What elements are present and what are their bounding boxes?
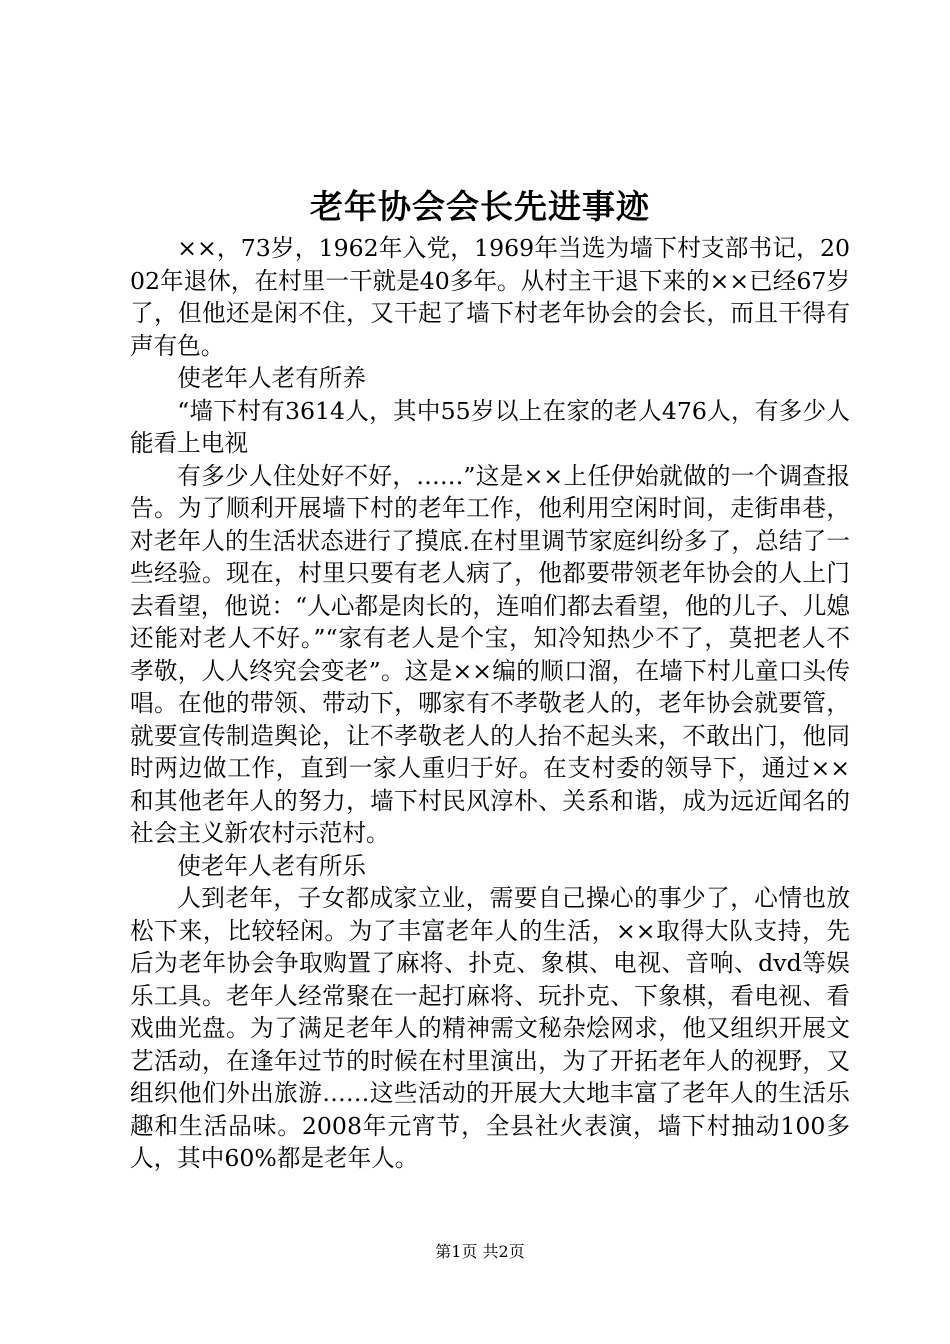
paragraph-quote: “墙下村有3614人，其中55岁以上在家的老人476人，有多少人能看上电视 [130,396,850,457]
section-heading-joy: 使老年人老有所乐 [177,851,366,880]
section-heading-care: 使老年人老有所养 [177,364,366,392]
paragraph-joy-details: 人到老年，子女都成家立业，需要自己操心的事少了，心情也放松下来，比较轻闲。为了丰富老年人的生活，××取得大队支持，先后为老年协会争取购置了麻将、扑克、象棋、电视、音响、dvd等娱乐工具。老年人经常聚在一起打麻将、玩扑克、下象棋，看电视、看戏曲光盘。为了满足老年人的精神需文秘杂烩网求，他又组织开展文艺活动，在逢年过节的时候在村里演出，为了开拓老年人的视野，又组织他们外出旅游……这些活动的开展大大地丰富了老年人的生活乐趣和生活品味。2008年元宵节，全县社火表演，墙下村抽动100多人，其中60%都是老年人。 [130,884,850,1172]
paragraph-intro: ××，73岁，1962年入党，1969年当选为墙下村支部书记，2002年退休，在村里一干就是40多年。从村主干退下来的××已经67岁了，但他还是闲不住，又干起了墙下村老年协会的会长，而且干得有声有色。 [130,234,850,360]
document-title: 老年协会会长先进事迹 [310,187,650,226]
document-body [130,232,850,1175]
paragraph-care-details: 有多少人住处好不好，……”这是××上任伊始就做的一个调查报告。为了顺利开展墙下村的老年工作，他利用空闲时间，走街串巷，对老年人的生活状态进行了摸底.在村里调节家庭纠纷多了，总结了一些经验。现在，村里只要有老人病了，他都要带领老年协会的人上门去看望，他说：“人心都是肉长的，连咱们都去看望，他的儿子、儿媳还能对老人不好。”“家有老人是个宝，知冷知热少不了，莫把老人不孝敬，人人终究会变老”。这是××编的顺口溜，在墙下村儿童口头传唱。在他的带领、带动下，哪家有不孝敬老人的，老年协会就要管，就要宣传制造舆论，让不孝敬老人的人抬不起头来，不敢出门，他同时两边做工作，直到一家人重归于好。在支村委的领导下，通过××和其他老年人的努力，墙下村民风淳朴、关系和谐，成为远近闻名的社会主义新农村示范村。 [130,461,850,847]
page-number-footer: 第1页 共2页 [435,1242,525,1261]
